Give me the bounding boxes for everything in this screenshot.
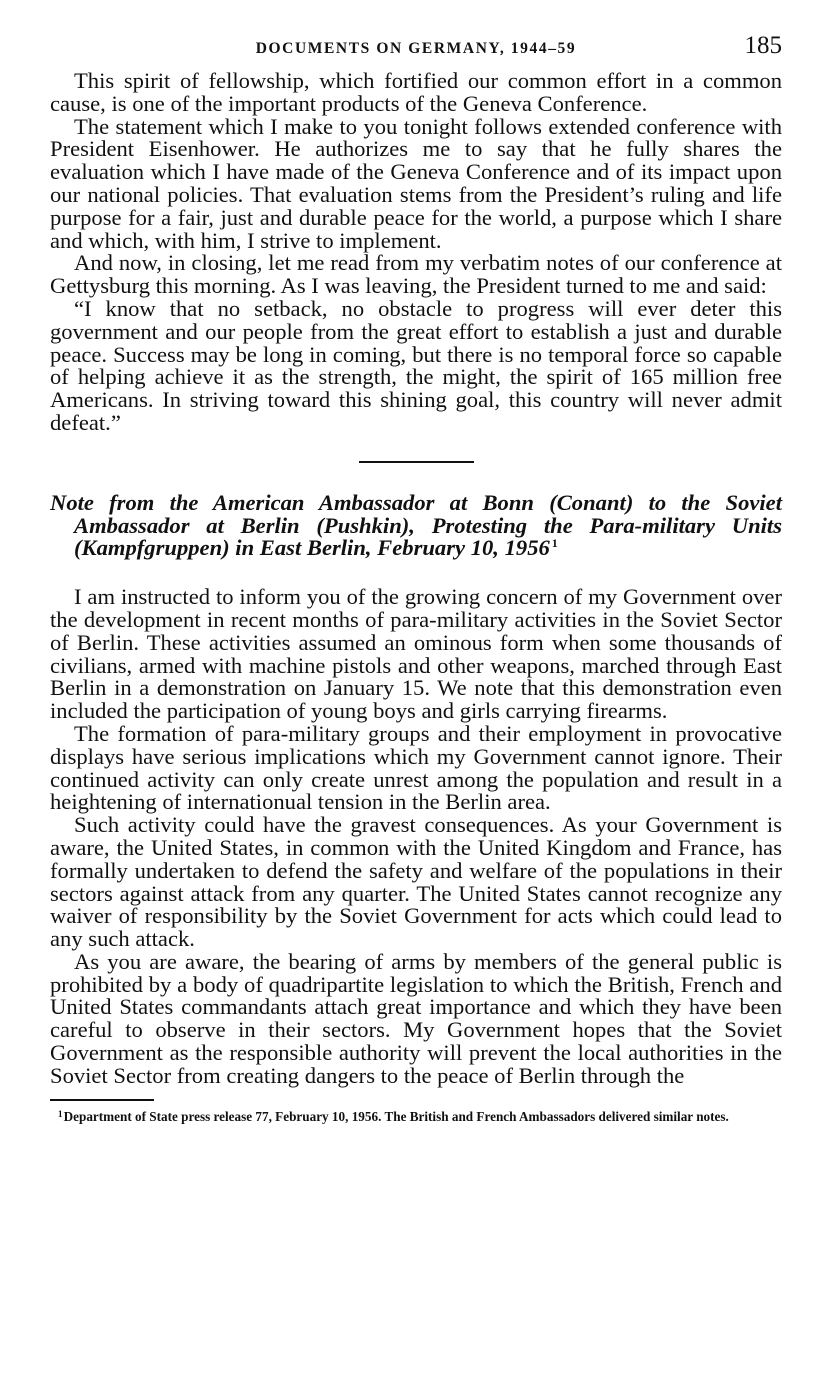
footnote-marker: 1 — [58, 1108, 63, 1119]
paragraph: As you are aware, the bearing of arms by members of the general public is prohibited by a body of quadripartite legislation to which the British, French and United States commandants attach great importance and which they have been careful to observe in their sectors. My Government hopes that the Soviet Government as the responsible authority will prevent the local authorities in the Soviet Sector from creating dangers to the peace of Berlin through the — [50, 948, 782, 1088]
footnote-text: Department of State press release 77, February 10, 1956. The British and French Ambassadors delivered similar notes. — [63, 1108, 729, 1124]
document-page — [50, 30, 782, 1123]
paragraph: This spirit of fellowship, which fortified our common effort in a common cause, is one of the important products of the Geneva Conference. — [50, 68, 782, 116]
paragraph: The formation of para-military groups and their employment in provocative displays have serious implications which my Government cannot ignore. Their continued activity can only create unrest among the population and result in a heightening of internationual tension in the Berlin area. — [50, 720, 782, 815]
note-heading-text: Note from the American Ambassador at Bonn (Conant) to the Soviet Ambassador at Berlin (Pushkin), Protesting the Para-military Units (Kampfgruppen) in East Berlin, February 10, 1956 — [50, 489, 782, 561]
footnote-reference: 1 — [551, 536, 558, 551]
paragraph: And now, in closing, let me read from my verbatim notes of our conference at Gettysburg this morning. As I was leaving, the President turned to me and said: — [50, 250, 782, 299]
page-number: 185 — [744, 32, 782, 59]
paragraph: Such activity could have the gravest consequences. As your Government is aware, the United States, in common with the United Kingdom and France, has formally undertaken to defend the safety and welfare of the populations in their sectors against attack from any quarter. The United States cannot recognize any waiver of responsibility by the Soviet Government for acts which could lead to any such attack. — [50, 812, 782, 952]
running-header — [50, 30, 782, 70]
quoted-paragraph: “I know that no setback, no obstacle to progress will ever deter this government and our people from the great effort to establish a just and durable peace. Success may be long in coming, but there is no temporal force so capable of helping achieve it as the strength, the might, the spirit of 165 million free Americans. In striving toward this shining goal, this country will never admit defeat.” — [50, 295, 782, 435]
running-title: DOCUMENTS ON GERMANY, 1944–59 — [255, 40, 577, 57]
paragraph: I am instructed to inform you of the growing concern of my Government over the development in recent months of para-military activities in the Soviet Sector of Berlin. These activities assumed an ominous form when some thousands of civilians, armed with machine pistols and other weapons, marched through East Berlin in a demonstration on January 15. We note that this demonstration even included the participation of young boys and girls carrying firearms. — [50, 584, 782, 724]
note-body — [50, 586, 782, 1088]
section-divider — [359, 461, 474, 463]
intro-section — [50, 70, 782, 435]
footnote — [50, 1110, 782, 1124]
paragraph: The statement which I make to you tonight follows extended conference with President Eisenhower. He authorizes me to say that he fully shares the evaluation which I have made of the Geneva Conference and of its impact upon our national policies. That evaluation stems from the President’s ruling and life purpose for a fair, just and durable peace for the world, a purpose which I share and which, with him, I strive to implement. — [50, 113, 782, 253]
footnote-divider — [50, 1099, 154, 1101]
note-heading — [50, 489, 782, 561]
